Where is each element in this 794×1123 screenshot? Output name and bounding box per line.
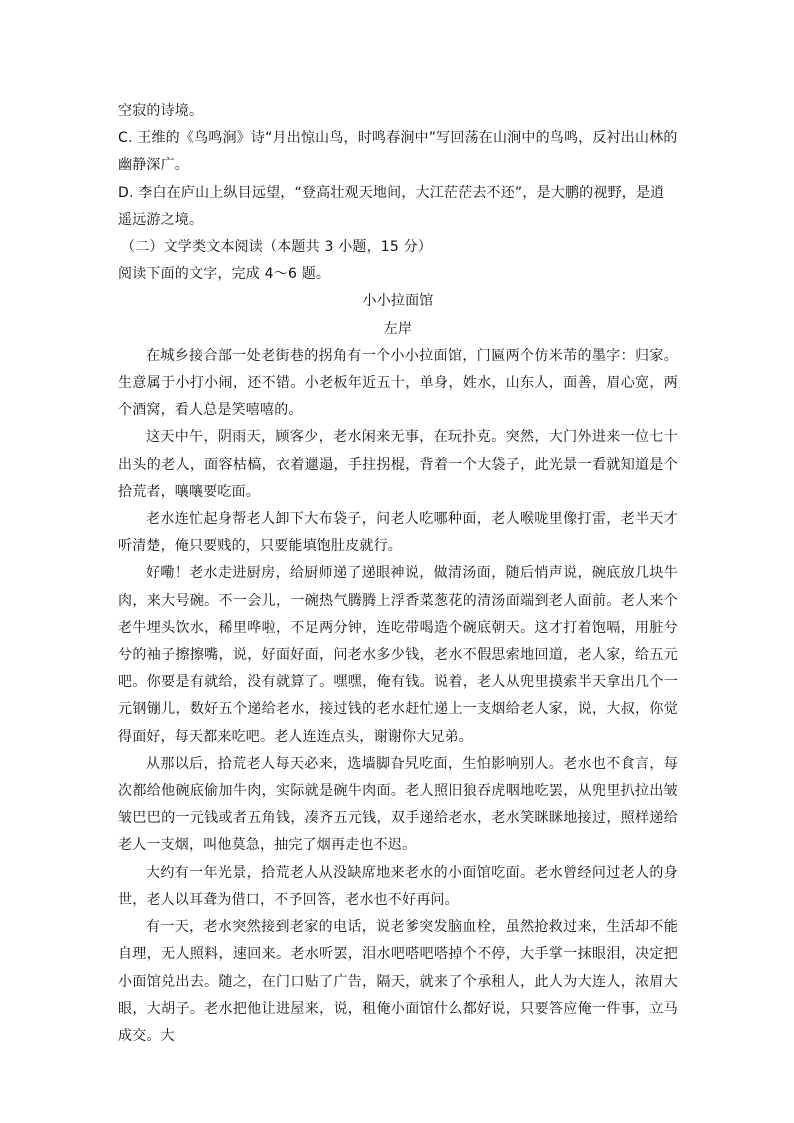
story-author: 左岸 (383, 320, 413, 337)
story-paragraph: 这天中午，阴雨天，顾客少，老水闲来无事，在玩扑克。突然，大门外进来一位七十出头的老人，面容枯槁，衣着邋遢，手拄拐棍，背着一个大袋子，此光景一看就知道是个拾荒者，嚷嚷要吃面。 (118, 429, 678, 500)
story-title: 小小拉面馆 (362, 293, 434, 310)
story-paragraph: 老水连忙起身帮老人卸下大布袋子，问老人吃哪种面，老人喉咙里像打雷，老半天才听清楚，俺只要贱的，只要能填饱肚皮就行。 (118, 511, 678, 555)
document-body (118, 98, 678, 1050)
option-d: D. 李白在庐山上纵目远望，“登高壮观天地间，大江茫茫去不还”，是大鹏的视野，是逍遥远游之境。 (118, 184, 665, 228)
story-paragraph: 在城乡接合部一处老街巷的拐角有一个小小拉面馆，门匾两个仿米芾的墨字：归家。生意属于小打小闹，还不错。小老板年近五十，单身，姓水，山东人，面善，眉心宽，两个酒窝，看人总是笑嘻嘻的。 (118, 347, 678, 419)
story-paragraph: 大约有一年光景，拾荒老人从没缺席地来老水的小面馆吃面。老水曾经问过老人的身世，老人以耳聋为借口，不予回答，老水也不好再问。 (118, 864, 678, 908)
story-paragraph: 好嘞！老水走进厨房，给厨师递了递眼神说，做清汤面，随后悄声说，碗底放几块牛肉，来大号碗。不一会儿，一碗热气腾腾上浮香菜葱花的清汤面端到老人面前。老人来个老牛埋头饮水，稀里哗啦，不足两分钟，连吃带喝造个碗底朝天。这才打着饱嗝，用脏兮兮的袖子擦擦嘴，说，好面好面，问老水多少钱，老水不假思索地回道，老人家，给五元吧。你要是有就给，没有就算了。嘿嘿，俺有钱。说着，老人从兜里摸索半天拿出几个一元钢镚儿，数好五个递给老水，接过钱的老水赶忙递上一支烟给老人家，说，大叔，你觉得面好，每天都来吃吧。老人连连点头，谢谢你大兄弟。 (118, 565, 678, 745)
section-heading: （二）文学类文本阅读（本题共 3 小题，15 分） (121, 239, 433, 256)
section-instruction: 阅读下面的文字，完成 4～6 题。 (118, 266, 331, 283)
story-paragraph: 有一天，老水突然接到老家的电话，说老爹突发脑血栓，虽然抢救过来，生活却不能自理，无人照料，速回来。老水听罢，泪水吧嗒吧嗒掉个不停，大手掌一抹眼泪，决定把小面馆兑出去。随之，在门口贴了广告，隔天，就来了个承租人，此人为大连人，浓眉大眼，大胡子。老水把他让进屋来，说，租俺小面馆什么都好说，只要答应俺一件事，立马成交。大 (118, 919, 678, 1044)
option-c: C. 王维的《鸟鸣涧》诗“月出惊山鸟，时鸣春涧中”写回荡在山涧中的鸟鸣，反衬出山林的幽静深广。 (118, 130, 678, 174)
option-b-tail: 空寂的诗境。 (118, 103, 204, 119)
story-paragraph: 从那以后，拾荒老人每天必来，选墙脚旮旯吃面，生怕影响别人。老水也不食言，每次都给他碗底偷加牛肉，实际就是碗牛肉面。老人照旧狼吞虎咽地吃罢，从兜里扒拉出皱皱巴巴的一元钱或者五角钱，凑齐五元钱，双手递给老水，老水笑眯眯地接过，照样递给老人一支烟，叫他莫急，抽完了烟再走也不迟。 (118, 755, 678, 854)
